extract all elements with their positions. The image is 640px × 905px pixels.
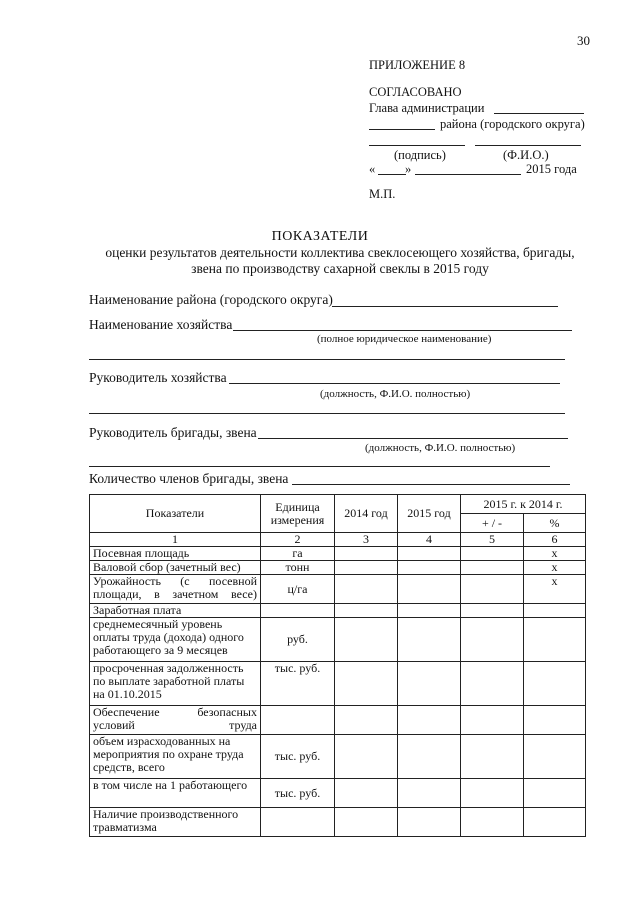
signature-blank xyxy=(369,145,465,146)
fio-label: (Ф.И.О.) xyxy=(503,148,549,162)
row-name: в том числе на 1 работающего xyxy=(90,779,261,808)
district-blank xyxy=(369,129,435,130)
cell-percent xyxy=(524,735,586,779)
row-unit: руб. xyxy=(261,618,335,662)
header-2014: 2014 год xyxy=(335,495,398,533)
cell-2014[interactable] xyxy=(335,735,398,779)
cell-plusminus[interactable] xyxy=(461,575,524,604)
farm-name-field-2[interactable] xyxy=(89,359,565,360)
row-name: Заработная плата xyxy=(90,604,261,618)
table-row xyxy=(90,735,586,779)
row-unit xyxy=(261,808,335,837)
indicators-table xyxy=(89,494,586,837)
cell-2014[interactable] xyxy=(335,618,398,662)
table-row xyxy=(90,618,586,662)
table-row xyxy=(90,575,586,604)
members-count-field[interactable] xyxy=(292,484,570,485)
row-name: объем израсходованных на мероприятия по охране труда средств, всего xyxy=(90,735,261,779)
cell-2015[interactable] xyxy=(398,561,461,575)
table-row xyxy=(90,706,586,735)
cell-2014[interactable] xyxy=(335,604,398,618)
cell-plusminus[interactable] xyxy=(461,618,524,662)
head-admin-label: Глава администрации xyxy=(369,101,485,115)
farm-head-field-2[interactable] xyxy=(89,413,565,414)
row-name: просроченная задолженность по выплате заработной платы на 01.10.2015 xyxy=(90,662,261,706)
col-number-1: 1 xyxy=(90,533,261,547)
cell-2015[interactable] xyxy=(398,706,461,735)
col-number-2: 2 xyxy=(261,533,335,547)
cell-2014[interactable] xyxy=(335,706,398,735)
cell-plusminus[interactable] xyxy=(461,547,524,561)
cell-2014[interactable] xyxy=(335,779,398,808)
cell-percent: х xyxy=(524,561,586,575)
brigade-head-field-2[interactable] xyxy=(89,466,550,467)
farm-name-note: (полное юридическое наименование) xyxy=(317,333,492,345)
document-subtitle-1: оценки результатов деятельности коллектива свеклосеющего хозяйства, бригады, xyxy=(105,245,575,260)
cell-2015[interactable] xyxy=(398,662,461,706)
month-blank xyxy=(415,174,521,175)
farm-head-note: (должность, Ф.И.О. полностью) xyxy=(320,388,471,400)
col-number-6: 6 xyxy=(524,533,586,547)
farm-head-field[interactable] xyxy=(229,383,560,384)
cell-2014[interactable] xyxy=(335,575,398,604)
cell-percent xyxy=(524,706,586,735)
farm-name-label: Наименование хозяйства xyxy=(89,317,233,332)
cell-plusminus[interactable] xyxy=(461,735,524,779)
members-count-label: Количество членов бригады, звена xyxy=(89,471,289,486)
cell-percent xyxy=(524,808,586,837)
cell-2014[interactable] xyxy=(335,662,398,706)
document-title: ПОКАЗАТЕЛИ xyxy=(271,229,369,244)
cell-percent xyxy=(524,779,586,808)
cell-2014[interactable] xyxy=(335,561,398,575)
table-row xyxy=(90,662,586,706)
cell-percent xyxy=(524,662,586,706)
district-name-label: Наименование района (городского округа) xyxy=(89,292,333,307)
cell-plusminus[interactable] xyxy=(461,561,524,575)
row-name: Наличие производственного травматизма xyxy=(90,808,261,837)
stamp-label: М.П. xyxy=(369,187,396,201)
cell-plusminus[interactable] xyxy=(461,662,524,706)
col-number-5: 5 xyxy=(461,533,524,547)
farm-head-label: Руководитель хозяйства xyxy=(89,370,227,385)
appendix-label: ПРИЛОЖЕНИЕ 8 xyxy=(369,58,466,72)
district-label: района (городского округа) xyxy=(440,117,585,131)
row-unit: тыс. руб. xyxy=(261,779,335,808)
signature-label: (подпись) xyxy=(394,148,446,162)
cell-2015[interactable] xyxy=(398,618,461,662)
row-name: Валовой сбор (зачетный вес) xyxy=(90,561,261,575)
header-indicators: Показатели xyxy=(90,495,261,533)
head-admin-blank xyxy=(494,113,584,114)
farm-name-field[interactable] xyxy=(233,330,572,331)
table-row xyxy=(90,808,586,837)
brigade-head-field[interactable] xyxy=(258,438,568,439)
approved-label: СОГЛАСОВАНО xyxy=(369,85,462,99)
header-plusminus: + / - xyxy=(461,514,524,533)
date-open-quote: « xyxy=(369,162,376,176)
row-name: Обеспечение безопасных условий труда xyxy=(90,706,261,735)
cell-plusminus[interactable] xyxy=(461,808,524,837)
table-row xyxy=(90,561,586,575)
cell-2015[interactable] xyxy=(398,547,461,561)
row-unit: тыс. руб. xyxy=(261,735,335,779)
table-row xyxy=(90,779,586,808)
header-percent: % xyxy=(524,514,586,533)
cell-2015[interactable] xyxy=(398,779,461,808)
table-row xyxy=(90,604,586,618)
cell-percent: х xyxy=(524,575,586,604)
row-unit: га xyxy=(261,547,335,561)
brigade-head-note: (должность, Ф.И.О. полностью) xyxy=(365,442,516,454)
cell-plusminus[interactable] xyxy=(461,604,524,618)
cell-plusminus[interactable] xyxy=(461,779,524,808)
cell-2015[interactable] xyxy=(398,604,461,618)
cell-percent xyxy=(524,618,586,662)
col-number-4: 4 xyxy=(398,533,461,547)
cell-2014[interactable] xyxy=(335,547,398,561)
date-close-quote: » xyxy=(405,162,412,176)
cell-2014[interactable] xyxy=(335,808,398,837)
row-unit xyxy=(261,604,335,618)
header-compare: 2015 г. к 2014 г. xyxy=(461,495,586,514)
row-unit: тонн xyxy=(261,561,335,575)
row-name: Урожайность (с посевной площади, в зачетном весе) xyxy=(90,575,261,604)
row-name: среднемесячный уровень оплаты труда (дохода) одного работающего за 9 месяцев xyxy=(90,618,261,662)
document-subtitle-2: звена по производству сахарной свеклы в 2015 году xyxy=(191,261,489,276)
page-number: 30 xyxy=(577,33,590,48)
cell-2015[interactable] xyxy=(398,735,461,779)
cell-percent: х xyxy=(524,547,586,561)
cell-plusminus[interactable] xyxy=(461,706,524,735)
row-unit: ц/га xyxy=(261,575,335,604)
cell-2015[interactable] xyxy=(398,808,461,837)
year-label: 2015 года xyxy=(526,162,577,176)
brigade-head-label: Руководитель бригады, звена xyxy=(89,425,257,440)
district-name-field[interactable] xyxy=(332,306,558,307)
header-unit: Единица измерения xyxy=(261,495,335,533)
row-unit xyxy=(261,706,335,735)
row-name: Посевная площадь xyxy=(90,547,261,561)
col-number-3: 3 xyxy=(335,533,398,547)
row-unit: тыс. руб. xyxy=(261,662,335,706)
day-blank xyxy=(378,174,406,175)
header-2015: 2015 год xyxy=(398,495,461,533)
cell-percent xyxy=(524,604,586,618)
cell-2015[interactable] xyxy=(398,575,461,604)
fio-blank xyxy=(475,145,581,146)
table-row xyxy=(90,547,586,561)
